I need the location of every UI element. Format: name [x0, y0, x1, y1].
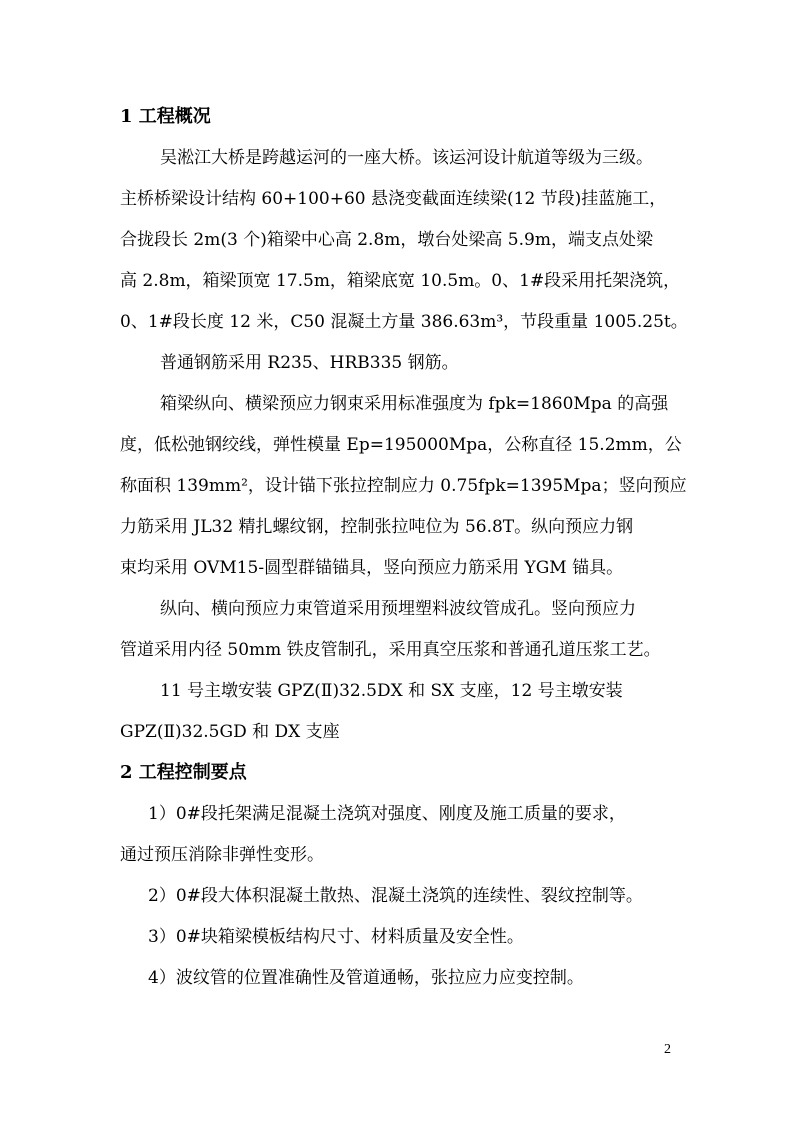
paragraph-line: 箱梁纵向、横梁预应力钢束采用标准强度为 fpk=1860Mpa 的高强: [160, 394, 669, 414]
list-item-continuation: 通过预压消除非弹性变形。: [120, 845, 324, 865]
paragraph-line: 称面积 139mm²，设计锚下张拉控制应力 0.75fpk=1395Mpa；竖向预应: [120, 476, 687, 496]
paragraph-line: 普通钢筋采用 R235、HRB335 钢筋。: [160, 353, 459, 373]
list-item: 1）0#段托架满足混凝土浇筑对强度、刚度及施工质量的要求，: [148, 804, 626, 824]
paragraph-line: 力筋采用 JL32 精扎螺纹钢，控制张拉吨位为 56.8T。纵向预应力钢: [120, 517, 634, 537]
list-item: 3）0#块箱梁模板结构尺寸、材料质量及安全性。: [148, 927, 524, 947]
paragraph-line: 0、1#段长度 12 米，C50 混凝土方量 386.63m³，节段重量 1005.25t。: [120, 312, 688, 332]
paragraph-line: 束均采用 OVM15-圆型群锚锚具，竖向预应力筋采用 YGM 锚具。: [120, 558, 624, 578]
paragraph-line: 管道采用内径 50mm 铁皮管制孔，采用真空压浆和普通孔道压浆工艺。: [120, 640, 661, 660]
page-number: 2: [664, 1042, 671, 1057]
paragraph-line: GPZ(Ⅱ)32.5GD 和 DX 支座: [120, 722, 340, 742]
paragraph-line: 高 2.8m，箱梁顶宽 17.5m，箱梁底宽 10.5m。0、1#段采用托架浇筑，: [120, 271, 681, 291]
paragraph-line: 度，低松弛钢绞线，弹性模量 Ep=195000Mpa，公称直径 15.2mm，公: [120, 435, 682, 455]
paragraph-line: 主桥桥梁设计结构 60+100+60 悬浇变截面连续梁(12 节段)挂蓝施工，: [120, 189, 667, 209]
paragraph-line: 吴淞江大桥是跨越运河的一座大桥。该运河设计航道等级为三级。: [160, 148, 653, 168]
list-item: 2）0#段大体积混凝土散热、混凝土浇筑的连续性、裂纹控制等。: [148, 886, 643, 906]
list-item: 4）波纹管的位置准确性及管道通畅，张拉应力应变控制。: [148, 968, 584, 988]
paragraph-line: 11 号主墩安装 GPZ(Ⅱ)32.5DX 和 SX 支座，12 号主墩安装: [160, 681, 623, 701]
section-2-heading: 2 工程控制要点: [120, 762, 247, 783]
paragraph-line: 合拢段长 2m(3 个)箱梁中心高 2.8m，墩台处梁高 5.9m，端支点处梁: [120, 230, 653, 250]
section-1-heading: 1 工程概况: [120, 106, 211, 127]
paragraph-line: 纵向、横向预应力束管道采用预埋塑料波纹管成孔。竖向预应力: [160, 599, 636, 619]
